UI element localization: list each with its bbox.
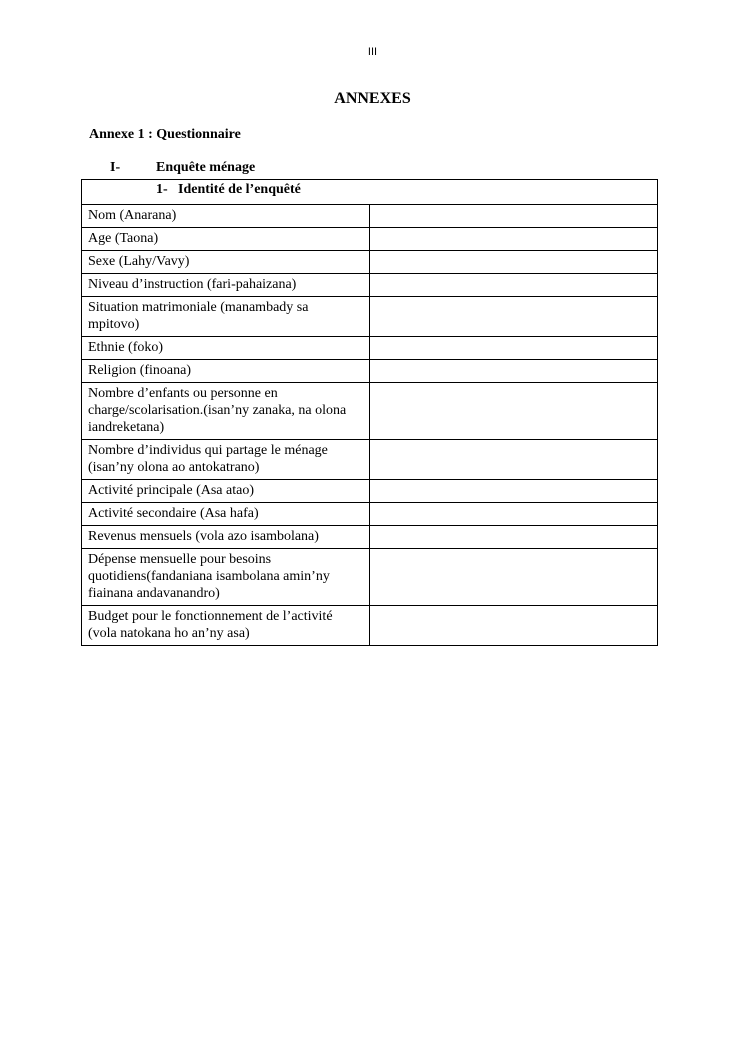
table-row xyxy=(82,549,658,606)
table-row xyxy=(82,503,658,526)
table-header-title: Identité de l’enquêté xyxy=(178,182,301,197)
table-header-row xyxy=(82,180,658,205)
row-label: Age (Taona) xyxy=(82,228,370,251)
identity-table-container xyxy=(81,179,658,646)
row-value-field[interactable] xyxy=(370,480,658,503)
row-value-field[interactable] xyxy=(370,337,658,360)
page-number: III xyxy=(367,46,378,58)
row-value-field[interactable] xyxy=(370,274,658,297)
row-label: Dépense mensuelle pour besoins quotidiens(fandaniana isambolana amin’ny fiainana andavanandro) xyxy=(82,549,370,606)
section-heading xyxy=(110,160,255,176)
row-label: Sexe (Lahy/Vavy) xyxy=(82,251,370,274)
table-row xyxy=(82,337,658,360)
identity-table xyxy=(81,179,658,646)
row-label: Nombre d’enfants ou personne en charge/scolarisation.(isan’ny zanaka, na olona iandreketana) xyxy=(82,383,370,440)
row-label: Nom (Anarana) xyxy=(82,205,370,228)
table-row xyxy=(82,251,658,274)
table-header-number: 1- xyxy=(156,182,168,197)
row-value-field[interactable] xyxy=(370,549,658,606)
row-value-field[interactable] xyxy=(370,526,658,549)
row-value-field[interactable] xyxy=(370,360,658,383)
row-value-field[interactable] xyxy=(370,503,658,526)
row-value-field[interactable] xyxy=(370,297,658,337)
table-row xyxy=(82,228,658,251)
row-value-field[interactable] xyxy=(370,383,658,440)
row-label: Budget pour le fonctionnement de l’activité (vola natokana ho an’ny asa) xyxy=(82,606,370,646)
row-value-field[interactable] xyxy=(370,228,658,251)
row-value-field[interactable] xyxy=(370,205,658,228)
page-title: ANNEXES xyxy=(334,90,411,107)
row-label: Niveau d’instruction (fari-pahaizana) xyxy=(82,274,370,297)
table-row xyxy=(82,360,658,383)
row-value-field[interactable] xyxy=(370,440,658,480)
row-label: Activité secondaire (Asa hafa) xyxy=(82,503,370,526)
section-title: Enquête ménage xyxy=(156,160,256,175)
section-number: I- xyxy=(110,160,121,175)
row-label: Religion (finoana) xyxy=(82,360,370,383)
row-label: Ethnie (foko) xyxy=(82,337,370,360)
row-value-field[interactable] xyxy=(370,251,658,274)
row-label: Nombre d’individus qui partage le ménage (isan’ny olona ao antokatrano) xyxy=(82,440,370,480)
table-row xyxy=(82,440,658,480)
table-row xyxy=(82,297,658,337)
table-row xyxy=(82,205,658,228)
annex-subtitle: Annexe 1 : Questionnaire xyxy=(89,127,241,142)
table-row xyxy=(82,526,658,549)
row-value-field[interactable] xyxy=(370,606,658,646)
row-label: Revenus mensuels (vola azo isambolana) xyxy=(82,526,370,549)
table-header-cell xyxy=(82,180,658,205)
row-label: Situation matrimoniale (manambady sa mpitovo) xyxy=(82,297,370,337)
row-label: Activité principale (Asa atao) xyxy=(82,480,370,503)
table-row xyxy=(82,480,658,503)
table-row xyxy=(82,606,658,646)
table-row xyxy=(82,274,658,297)
table-row xyxy=(82,383,658,440)
